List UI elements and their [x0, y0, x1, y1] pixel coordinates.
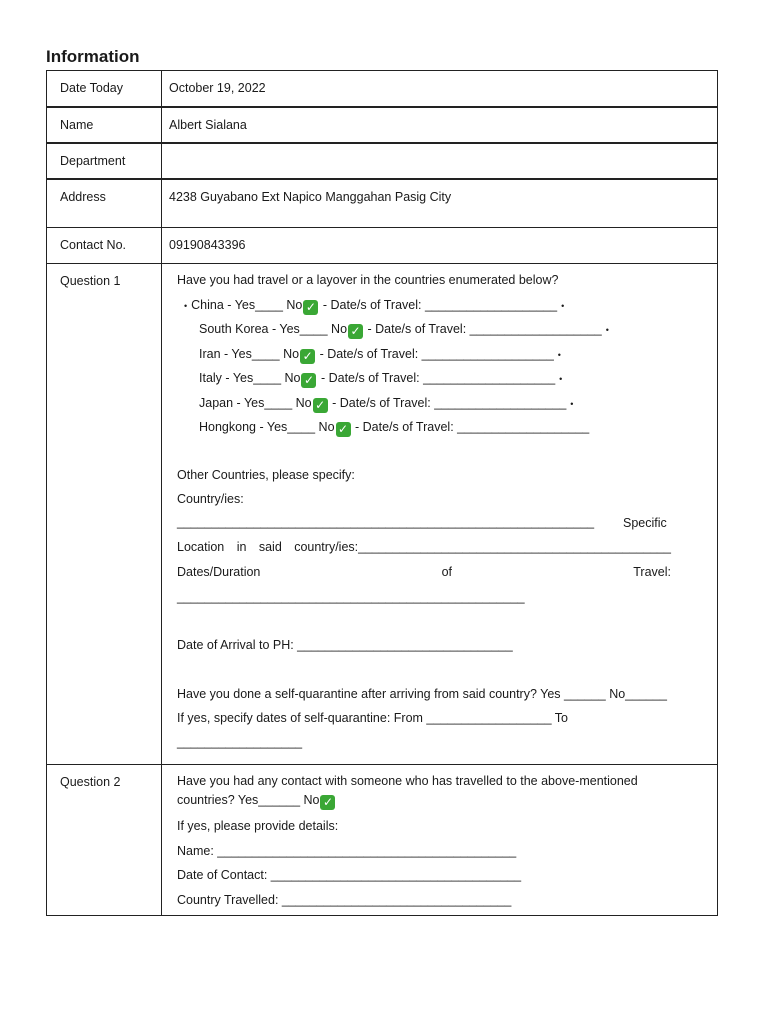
date-of-contact-field: Date of Contact: ____________________________________: [177, 868, 522, 882]
travel-date-blank: - Date/s of Travel: ___________________: [316, 347, 554, 361]
contact-value: 09190843396: [162, 228, 718, 264]
question-1-label: Question 1: [47, 264, 162, 765]
country-row: [199, 322, 609, 339]
question-1-text: Have you had travel or a layover in the countries enumerated below?: [177, 273, 559, 287]
country-name: Iran: [199, 347, 221, 361]
yes-no-text: - Yes____ No: [221, 371, 301, 385]
row-contact: [47, 228, 718, 264]
country-row: [199, 371, 562, 388]
country-name: Italy: [199, 371, 222, 385]
location-word-2: in: [236, 540, 247, 554]
travel-date-blank: - Date/s of Travel: ___________________: [364, 322, 602, 336]
quarantine-question: Have you done a self-quarantine after arriving from said country? Yes ______ No______: [177, 687, 667, 701]
question-2-line-1: Have you had any contact with someone who has travelled to the above-mentioned: [177, 774, 638, 788]
row-address: [47, 179, 718, 228]
bullet-icon: •: [557, 350, 561, 360]
address-value: 4238 Guyabano Ext Napico Manggahan Pasig City: [162, 179, 718, 228]
dates-blank: __________________________________________________: [177, 590, 525, 604]
department-value: [162, 143, 718, 179]
name-label: Name: [47, 107, 162, 143]
travel-date-blank: - Date/s of Travel: ___________________: [317, 371, 556, 385]
row-date-today: [47, 71, 718, 107]
bullet-icon: •: [184, 301, 188, 311]
specific-word: Specific: [623, 516, 667, 530]
travel-date-blank: - Date/s of Travel: ___________________: [319, 298, 558, 312]
country-row: [199, 396, 573, 413]
location-word-4: country/ies:_____________________________________________: [294, 540, 671, 554]
question-2-yes-no: countries? Yes______ No: [177, 793, 320, 807]
country-name: South Korea: [199, 322, 269, 336]
yes-no-text: - Yes____ No: [256, 420, 335, 434]
question-2-label: Question 2: [47, 765, 162, 916]
location-word-1: Location: [177, 540, 225, 554]
question-2-line-2: [177, 793, 336, 810]
country-row: [184, 298, 564, 315]
date-today-value: October 19, 2022: [162, 71, 718, 107]
bullet-icon: •: [605, 325, 609, 335]
yes-no-text: - Yes____ No: [220, 347, 300, 361]
bullet-icon: •: [570, 399, 574, 409]
travel-date-blank: - Date/s of Travel: ___________________: [328, 396, 567, 410]
date-today-label: Date Today: [47, 71, 162, 107]
question-1-body: [162, 264, 718, 765]
name-value: Albert Sialana: [162, 107, 718, 143]
dates-word-2: of: [441, 565, 453, 579]
check-icon: ✓: [348, 324, 363, 339]
dates-word-3: Travel:: [633, 565, 671, 579]
check-icon: ✓: [300, 349, 315, 364]
check-icon: ✓: [313, 398, 328, 413]
department-label: Department: [47, 143, 162, 179]
country-label: Country/ies:: [177, 492, 244, 506]
location-line: [177, 540, 671, 554]
yes-no-text: - Yes____ No: [223, 298, 303, 312]
page-title: Information: [46, 47, 140, 66]
location-word-3: said: [258, 540, 282, 554]
check-icon: ✓: [301, 373, 316, 388]
other-countries-label: Other Countries, please specify:: [177, 468, 355, 482]
country-blank: ____________________________________________________________: [177, 515, 595, 529]
row-name: [47, 107, 718, 143]
yes-no-text: - Yes____ No: [268, 322, 348, 336]
bullet-icon: •: [561, 301, 565, 311]
country-row: [199, 420, 589, 437]
question-2-body: [162, 765, 718, 916]
contact-name-field: Name: ___________________________________________: [177, 844, 517, 858]
address-label: Address: [47, 179, 162, 228]
contact-label: Contact No.: [47, 228, 162, 264]
country-name: Hongkong: [199, 420, 256, 434]
check-icon: ✓: [303, 300, 318, 315]
check-icon: ✓: [336, 422, 351, 437]
row-question-1: [47, 264, 718, 765]
row-question-2: [47, 765, 718, 916]
country-name: China: [191, 298, 224, 312]
quarantine-end-blank: __________________: [177, 735, 303, 749]
details-label: If yes, please provide details:: [177, 819, 339, 833]
travel-date-blank: - Date/s of Travel: ___________________: [351, 420, 590, 434]
country-travelled-field: Country Travelled: _________________________________: [177, 893, 512, 907]
arrival-field: Date of Arrival to PH: _______________________________: [177, 638, 513, 652]
row-department: [47, 143, 718, 179]
check-icon: ✓: [320, 795, 335, 810]
information-table: [46, 70, 718, 916]
dates-word-1: Dates/Duration: [177, 565, 261, 579]
country-row: [199, 347, 561, 364]
bullet-icon: •: [559, 374, 563, 384]
quarantine-dates: If yes, specify dates of self-quarantine: From __________________ To: [177, 711, 568, 725]
dates-line: [177, 565, 671, 579]
country-name: Japan: [199, 396, 234, 410]
yes-no-text: - Yes____ No: [233, 396, 312, 410]
